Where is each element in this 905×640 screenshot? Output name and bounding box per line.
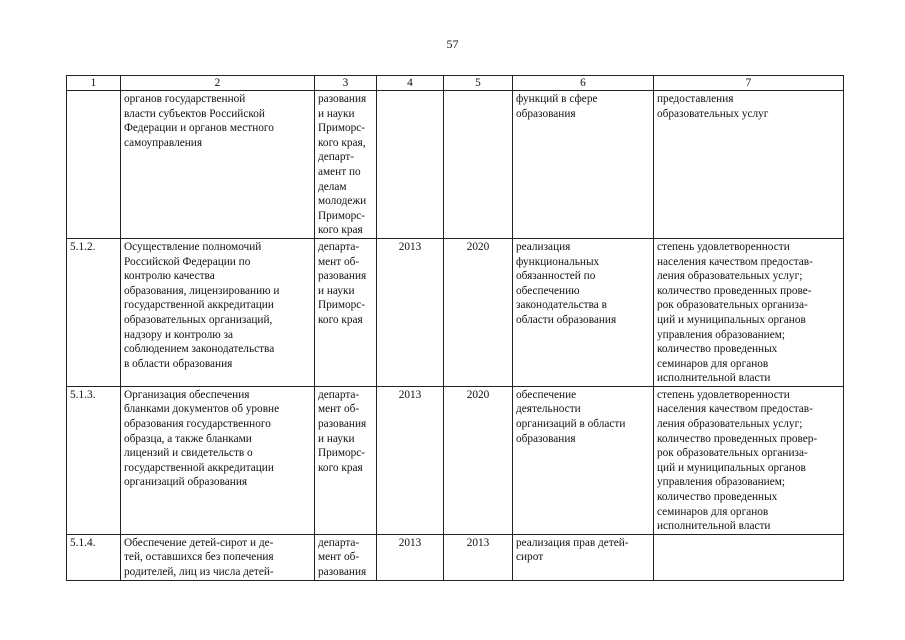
result-cell: обеспечение деятельности организаций в области образования [513,386,654,534]
end-year-cell: 2013 [444,534,513,580]
action-cell: Организация обеспечения бланками документов об уровне образования государственного образца, а также бланками лицензий и свидетельств о государственной аккредитации организаций образования [121,386,315,534]
column-header: 7 [654,76,844,91]
table-row [67,534,844,580]
column-header: 4 [377,76,444,91]
action-cell: Осуществление полномочий Российской Федерации по контролю качества образования, лицензированию и государственной аккредитации образовательных организаций, надзору и контролю за соблюдением законодательства в области образования [121,238,315,386]
action-cell: Обеспечение детей-сирот и де- тей, оставшихся без попечения родителей, лиц из числа детей- [121,534,315,580]
table-row [67,386,844,534]
end-year-cell [444,91,513,239]
start-year-cell: 2013 [377,534,444,580]
result-cell: функций в сфере образования [513,91,654,239]
column-header: 5 [444,76,513,91]
table-row [67,91,844,239]
start-year-cell [377,91,444,239]
executor-cell: разования и науки Приморс- кого края, департ- амент по делам молодежи Приморс- кого края [315,91,377,239]
action-cell: органов государственной власти субъектов Российской Федерации и органов местного самоуправления [121,91,315,239]
item-number-cell: 5.1.4. [67,534,121,580]
start-year-cell: 2013 [377,238,444,386]
item-number-cell: 5.1.2. [67,238,121,386]
indicator-cell: предоставления образовательных услуг [654,91,844,239]
executor-cell: департа- мент об- разования и науки Приморс- кого края [315,238,377,386]
indicator-cell [654,534,844,580]
column-header: 1 [67,76,121,91]
indicator-cell: степень удовлетворенности населения качеством предостав- ления образовательных услуг; количество проведенных провер- рок образовательных организа- ций и муниципальных органов управления образованием; количество проведенных семинаров для органов исполнительной власти [654,386,844,534]
column-header: 6 [513,76,654,91]
executor-cell: департа- мент об- разования [315,534,377,580]
item-number-cell [67,91,121,239]
result-cell: реализация функциональных обязанностей по обеспечению законодательства в области образования [513,238,654,386]
start-year-cell: 2013 [377,386,444,534]
table-header-row [67,76,844,91]
end-year-cell: 2020 [444,238,513,386]
table-row [67,238,844,386]
end-year-cell: 2020 [444,386,513,534]
column-header: 2 [121,76,315,91]
indicator-cell: степень удовлетворенности населения качеством предостав- ления образовательных услуг; количество проведенных прове- рок образовательных организа- ций и муниципальных органов управления образованием; количество проведенных семинаров для органов исполнительной власти [654,238,844,386]
result-cell: реализация прав детей- сирот [513,534,654,580]
page-number: 57 [446,37,459,51]
measures-table [66,75,844,581]
executor-cell: департа- мент об- разования и науки Приморс- кого края [315,386,377,534]
column-header: 3 [315,76,377,91]
item-number-cell: 5.1.3. [67,386,121,534]
